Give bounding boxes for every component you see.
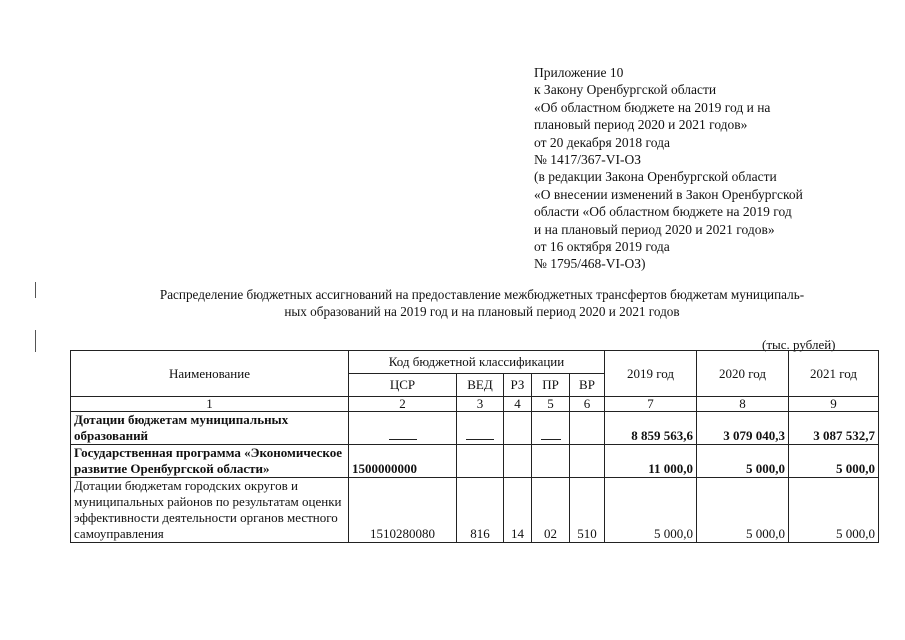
- appendix-line: области «Об областном бюджете на 2019 год: [534, 204, 792, 220]
- row-ved: 816: [457, 478, 504, 543]
- row-rz-empty: [504, 412, 532, 445]
- appendix-line: «Об областном бюджете на 2019 год и на: [534, 99, 771, 115]
- col-number: 8: [697, 397, 789, 412]
- appendix-line: к Закону Оренбургской области: [534, 82, 717, 98]
- header-row: [71, 351, 879, 374]
- row-csr-empty: [349, 412, 457, 445]
- appendix-line: № 1417/367-VI-ОЗ: [534, 152, 642, 168]
- title-line-1: Распределение бюджетных ассигнований на предоставление межбюджетных трансфертов бюджетам муниципаль-: [159, 287, 805, 302]
- row-ved: [457, 445, 504, 478]
- row-ved-empty: [457, 412, 504, 445]
- col-number: 5: [532, 397, 570, 412]
- header-vr: ВР: [570, 374, 605, 397]
- header-pr: ПР: [532, 374, 570, 397]
- row-csr: 1510280080: [349, 478, 457, 543]
- col-number: 4: [504, 397, 532, 412]
- row-name: Государственная программа «Экономическое развитие Оренбургской области»: [71, 445, 349, 478]
- col-number: 6: [570, 397, 605, 412]
- col-number: 1: [71, 397, 349, 412]
- row-value-2019: 11 000,0: [605, 445, 697, 478]
- appendix-line: от 20 декабря 2018 года: [534, 134, 670, 150]
- col-number: 2: [349, 397, 457, 412]
- header-csr: ЦСР: [349, 374, 457, 397]
- row-pr: [532, 445, 570, 478]
- row-pr: 02: [532, 478, 570, 543]
- header-code-group: Код бюджетной классификации: [349, 351, 605, 374]
- row-vr-empty: [570, 412, 605, 445]
- row-name: Дотации бюджетам городских округов и муниципальных районов по результатам оценки эффективности деятельности органов местного самоуправления: [71, 478, 349, 543]
- row-vr: [570, 445, 605, 478]
- header-ved: ВЕД: [457, 374, 504, 397]
- document-title: [108, 286, 856, 320]
- appendix-line: и на плановый период 2020 и 2021 годов»: [534, 221, 775, 237]
- row-value-2021: 3 087 532,7: [789, 412, 879, 445]
- row-vr: 510: [570, 478, 605, 543]
- appendix-header: [534, 64, 864, 273]
- appendix-line: от 16 октября 2019 года: [534, 239, 670, 255]
- row-value-2021: 5 000,0: [789, 478, 879, 543]
- row-rz: 14: [504, 478, 532, 543]
- table-row: [71, 412, 879, 445]
- title-line-2: ных образований на 2019 год и на плановый период 2020 и 2021 годов: [284, 304, 680, 319]
- column-number-row: [71, 397, 879, 412]
- row-value-2020: 5 000,0: [697, 478, 789, 543]
- row-pr-empty: [532, 412, 570, 445]
- budget-table: [70, 350, 879, 543]
- appendix-line: плановый период 2020 и 2021 годов»: [534, 117, 748, 133]
- row-value-2020: 3 079 040,3: [697, 412, 789, 445]
- appendix-line: № 1795/468-VI-ОЗ): [534, 256, 646, 272]
- header-2019: 2019 год: [605, 351, 697, 397]
- row-value-2021: 5 000,0: [789, 445, 879, 478]
- col-number: 9: [789, 397, 879, 412]
- header-rz: РЗ: [504, 374, 532, 397]
- header-name: Наименование: [71, 351, 349, 397]
- header-2021: 2021 год: [789, 351, 879, 397]
- row-name: Дотации бюджетам муниципальных образований: [71, 412, 349, 445]
- table-row: [71, 445, 879, 478]
- row-rz: [504, 445, 532, 478]
- scan-margin-mark: [35, 330, 36, 352]
- table-row: [71, 478, 879, 543]
- row-value-2020: 5 000,0: [697, 445, 789, 478]
- scan-margin-mark: [35, 282, 36, 298]
- appendix-line: «О внесении изменений в Закон Оренбургской: [534, 186, 803, 202]
- row-value-2019: 8 859 563,6: [605, 412, 697, 445]
- header-2020: 2020 год: [697, 351, 789, 397]
- col-number: 7: [605, 397, 697, 412]
- appendix-line: Приложение 10: [534, 65, 624, 80]
- appendix-line: (в редакции Закона Оренбургской области: [534, 169, 777, 185]
- col-number: 3: [457, 397, 504, 412]
- row-value-2019: 5 000,0: [605, 478, 697, 543]
- units-label: (тыс. рублей): [762, 337, 836, 352]
- row-csr: 1500000000: [349, 445, 457, 478]
